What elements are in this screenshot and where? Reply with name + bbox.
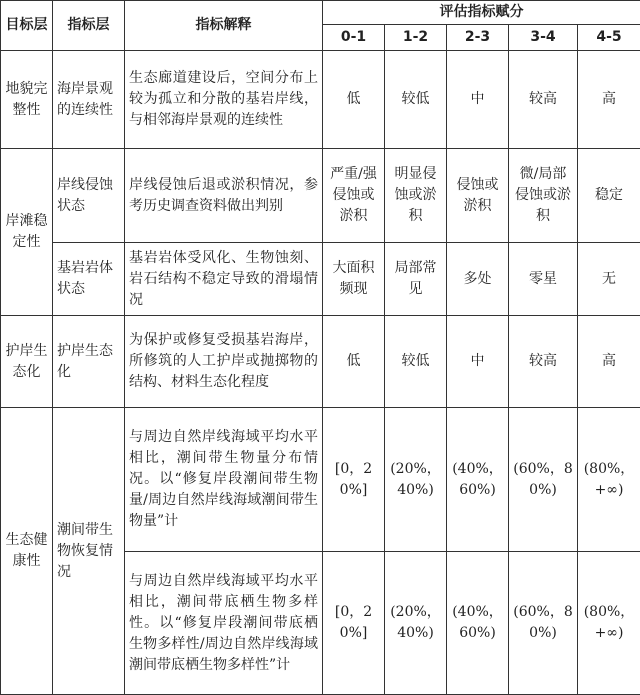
header-range: 4-5	[578, 25, 640, 51]
score-cell: (40%，60%)	[447, 408, 509, 552]
score-cell: [0，20%]	[323, 408, 385, 552]
score-cell: (20%，40%)	[385, 552, 447, 695]
explanation-cell: 基岩岩体受风化、生物蚀刻、岩石结构不稳定导致的滑塌情况	[125, 243, 323, 316]
target-cell: 岸滩稳定性	[1, 149, 53, 316]
explanation-cell: 与周边自然岸线海域平均水平相比，潮间带底栖生物多样性。以“修复岸段潮间带底栖生物多样性/周边自然岸线海域潮间带底栖生物多样性”计	[125, 552, 323, 695]
table-row	[1, 408, 640, 552]
score-cell: 高	[578, 316, 640, 408]
score-cell: 多处	[447, 243, 509, 316]
score-cell: (40%，60%)	[447, 552, 509, 695]
score-cell: (80%，+∞)	[578, 408, 640, 552]
score-cell: 较高	[509, 316, 578, 408]
target-cell: 地貌完整性	[1, 51, 53, 149]
score-cell: (20%，40%)	[385, 408, 447, 552]
explanation-cell: 与周边自然岸线海域平均水平相比，潮间带生物量分布情况。以“修复岸段潮间带生物量/周边自然岸线海域潮间带生物量”计	[125, 408, 323, 552]
table-row	[1, 316, 640, 408]
score-cell: 中	[447, 316, 509, 408]
score-cell: 明显侵蚀或淤积	[385, 149, 447, 243]
score-cell: 高	[578, 51, 640, 149]
score-cell: 局部常见	[385, 243, 447, 316]
explanation-cell: 岸线侵蚀后退或淤积情况，参考历史调查资料做出判别	[125, 149, 323, 243]
header-range: 2-3	[447, 25, 509, 51]
score-cell: (60%，80%)	[509, 552, 578, 695]
table-row	[1, 243, 640, 316]
score-cell: 中	[447, 51, 509, 149]
header-range: 3-4	[509, 25, 578, 51]
indicator-cell: 岸线侵蚀状态	[53, 149, 125, 243]
indicator-cell: 潮间带生物恢复情况	[53, 408, 125, 695]
header-range: 1-2	[385, 25, 447, 51]
score-cell: (60%，80%)	[509, 408, 578, 552]
score-cell: 侵蚀或淤积	[447, 149, 509, 243]
header-range: 0-1	[323, 25, 385, 51]
table-row	[1, 51, 640, 149]
explanation-cell: 生态廊道建设后，空间分布上较为孤立和分散的基岩岸线，与相邻海岸景观的连续性	[125, 51, 323, 149]
target-cell: 生态健康性	[1, 408, 53, 695]
score-cell: 较低	[385, 316, 447, 408]
score-cell: 大面积频现	[323, 243, 385, 316]
table-row	[1, 149, 640, 243]
indicator-cell: 基岩岩体状态	[53, 243, 125, 316]
indicator-cell: 护岸生态化	[53, 316, 125, 408]
header-indicator: 指标层	[53, 1, 125, 51]
header-scoring: 评估指标赋分	[323, 1, 640, 25]
score-cell: (80%，+∞)	[578, 552, 640, 695]
header-target: 目标层	[1, 1, 53, 51]
score-cell: 微/局部侵蚀或淤积	[509, 149, 578, 243]
header-explanation: 指标解释	[125, 1, 323, 51]
score-cell: 较低	[385, 51, 447, 149]
explanation-cell: 为保护或修复受损基岩海岸，所修筑的人工护岸或抛掷物的结构、材料生态化程度	[125, 316, 323, 408]
score-cell: 严重/强侵蚀或淤积	[323, 149, 385, 243]
target-cell: 护岸生态化	[1, 316, 53, 408]
score-cell: 稳定	[578, 149, 640, 243]
score-cell: 无	[578, 243, 640, 316]
score-cell: 低	[323, 51, 385, 149]
score-cell: [0，20%]	[323, 552, 385, 695]
score-cell: 零星	[509, 243, 578, 316]
score-cell: 较高	[509, 51, 578, 149]
indicator-cell: 海岸景观的连续性	[53, 51, 125, 149]
score-cell: 低	[323, 316, 385, 408]
